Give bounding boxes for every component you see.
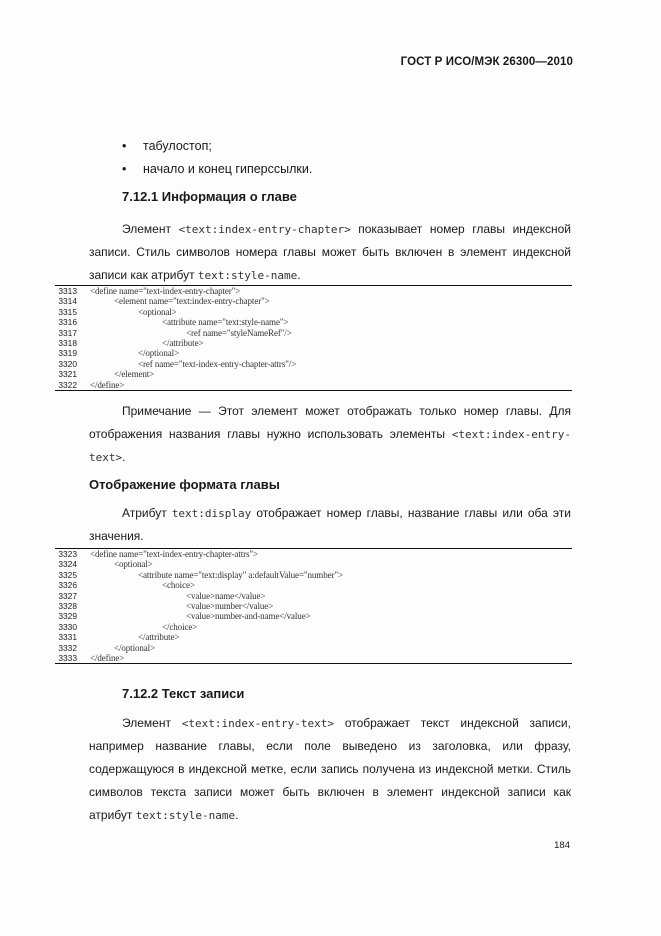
code-line: 3327 <value>name</value> — [58, 590, 266, 601]
code-line: 3313 <define name="text-index-entry-chapter"> — [58, 286, 241, 296]
code-line: 3329 <value>number-and-name</value> — [58, 611, 311, 622]
paragraph-chapter-format: Атрибут text:display отображает номер главы, название главы или оба эти значения. — [89, 506, 571, 543]
code-listing-2 — [55, 548, 572, 664]
paragraph-chapter-info: Элемент <text:index-entry-chapter> показывает номер главы индексной записи. Стиль символов номера главы может быть включен в элемент индексной записи как атрибут text:style-name. — [89, 222, 571, 282]
code-line: 3315 <optional> — [58, 306, 177, 317]
code-line: 3330 </choice> — [58, 621, 198, 632]
code-listing-1 — [55, 285, 572, 391]
list-item: • табулостоп; — [122, 139, 212, 153]
code-line: 3318 </attribute> — [58, 337, 204, 348]
note-paragraph: Примечание — Этот элемент может отображать только номер главы. Для отображения названия главы нужно использовать элементы <text:index-entry-text>. — [89, 404, 571, 464]
code-line: 3326 <choice> — [58, 580, 195, 591]
paragraph-entry-text: Элемент <text:index-entry-text> отображает текст индексной записи, например название главы, если поле выведено из заголовка, или фразу, содержащуюся в индексной метке, если запись получена из индексной метки. Стиль символов текста записи может быть включен в элемент индексной записи как атрибут text:style-name. — [89, 716, 571, 822]
code-line: 3317 <ref name="styleNameRef"/> — [58, 327, 292, 338]
code-line: 3319 </optional> — [58, 348, 180, 359]
code-line: 3331 </attribute> — [58, 632, 180, 643]
code-line: 3321 </element> — [58, 369, 155, 380]
section-heading-7-12-1: 7.12.1 Информация о главе — [122, 189, 297, 204]
code-line: 3332 </optional> — [58, 642, 156, 653]
code-line: 3314 <element name="text:index-entry-chapter"> — [58, 296, 270, 307]
code-line: 3325 <attribute name="text:display" a:defaultValue="number"> — [58, 569, 343, 580]
page-number: 184 — [554, 840, 570, 851]
code-line: 3328 <value>number</value> — [58, 600, 274, 611]
section-heading-7-12-2: 7.12.2 Текст записи — [122, 686, 245, 701]
code-line: 3323 <define name="text-index-entry-chapter-attrs"> — [58, 549, 258, 559]
section-heading-chapter-format: Отображение формата главы — [89, 477, 280, 492]
bullet-icon: • — [122, 162, 127, 176]
code-line: 3316 <attribute name="text:style-name"> — [58, 317, 289, 328]
code-line: 3324 <optional> — [58, 559, 153, 570]
code-line: 3333 </define> — [58, 652, 125, 663]
code-line: 3320 <ref name="text-index-entry-chapter-attrs"/> — [58, 358, 297, 369]
standard-header: ГОСТ Р ИСО/МЭК 26300—2010 — [400, 56, 573, 68]
bullet-list — [122, 138, 312, 184]
list-item: • начало и конец гиперссылки. — [122, 162, 313, 176]
bullet-icon: • — [122, 139, 127, 153]
code-line: 3322 </define> — [58, 379, 125, 390]
